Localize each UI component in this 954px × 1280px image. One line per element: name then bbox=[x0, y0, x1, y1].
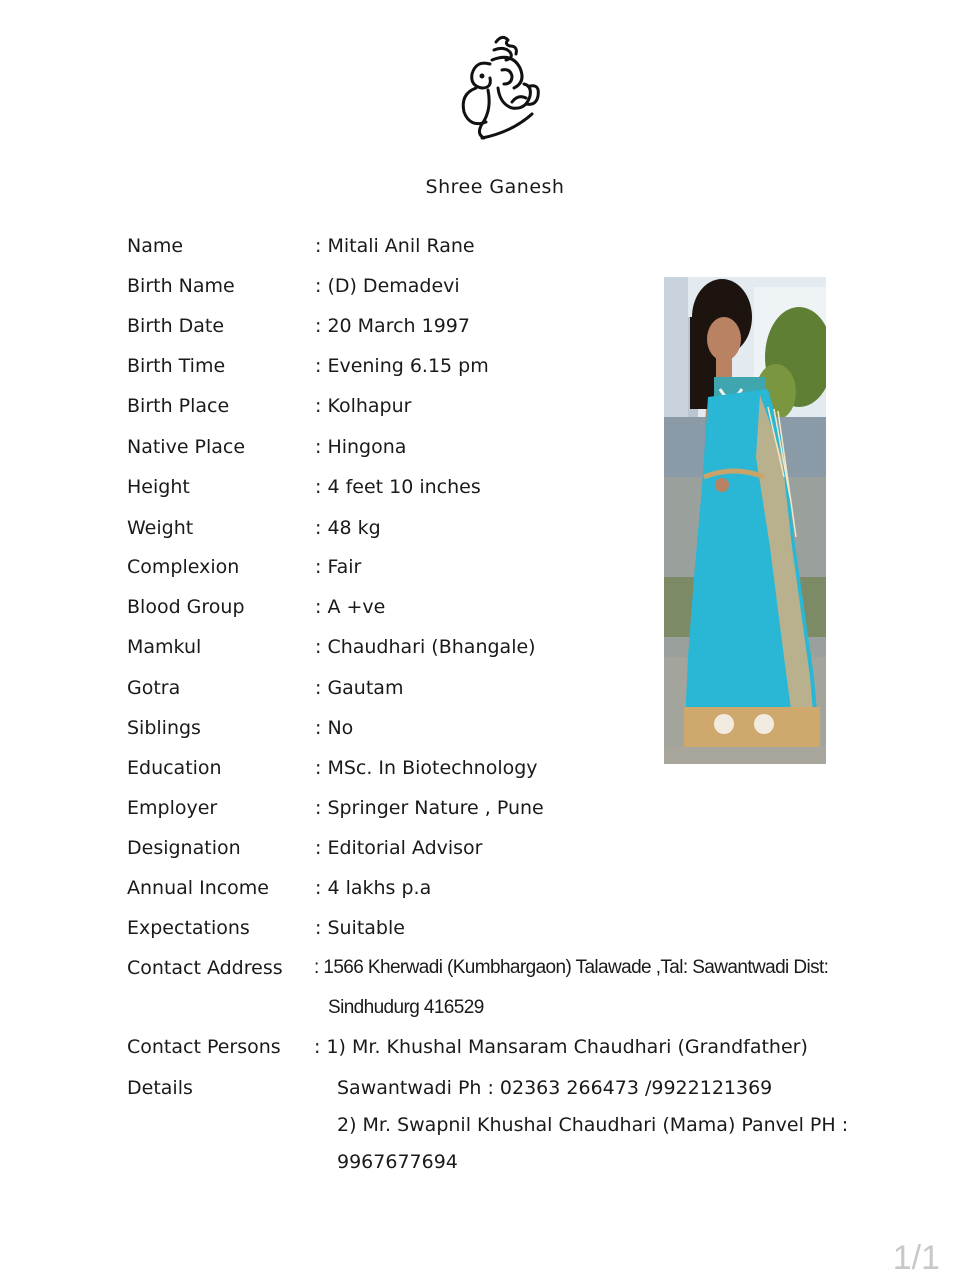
field-label: Blood Group bbox=[127, 596, 245, 618]
field-value: : A +ve bbox=[315, 596, 386, 618]
field-value: : Editorial Advisor bbox=[315, 837, 483, 859]
field-label: Expectations bbox=[127, 917, 250, 939]
contact-line-3: 2) Mr. Swapnil Khushal Chaudhari (Mama) Panvel PH : bbox=[337, 1114, 849, 1136]
field-value: : 48 kg bbox=[315, 517, 381, 539]
field-label: Contact Persons bbox=[127, 1036, 281, 1058]
field-value: : Kolhapur bbox=[315, 395, 412, 417]
contact-line-2: Sawantwadi Ph : 02363 266473 /9922121369 bbox=[337, 1077, 773, 1099]
field-label: Birth Place bbox=[127, 395, 230, 417]
field-value: : No bbox=[315, 717, 354, 739]
field-label: Name bbox=[127, 235, 184, 257]
field-label: Siblings bbox=[127, 717, 201, 739]
field-label: Birth Date bbox=[127, 315, 225, 337]
page-indicator: 1/1 bbox=[892, 1239, 940, 1277]
field-value: : (D) Demadevi bbox=[315, 275, 460, 297]
contact-line-4: 9967677694 bbox=[337, 1151, 458, 1173]
field-label: Birth Name bbox=[127, 275, 235, 297]
field-value: : Fair bbox=[315, 556, 362, 578]
field-label: Native Place bbox=[127, 436, 246, 458]
field-label: Contact Address bbox=[127, 957, 283, 979]
field-label: Height bbox=[127, 476, 190, 498]
field-value: : Hingona bbox=[315, 436, 407, 458]
field-label: Annual Income bbox=[127, 877, 269, 899]
field-label: Birth Time bbox=[127, 355, 226, 377]
page-title: Shree Ganesh bbox=[425, 176, 565, 198]
field-label: Designation bbox=[127, 837, 241, 859]
address-line-2: Sindhudurg 416529 bbox=[328, 997, 484, 1018]
field-label: Complexion bbox=[127, 556, 240, 578]
field-label: Education bbox=[127, 757, 222, 779]
field-label: Details bbox=[127, 1077, 193, 1099]
field-label: Gotra bbox=[127, 677, 181, 699]
field-label: Mamkul bbox=[127, 636, 202, 658]
field-label: Employer bbox=[127, 797, 218, 819]
field-value: : Suitable bbox=[315, 917, 405, 939]
address-line-1: : 1566 Kherwadi (Kumbhargaon) Talawade ,Tal: Sawantwadi Dist: bbox=[314, 957, 829, 978]
contact-line-1: : 1) Mr. Khushal Mansaram Chaudhari (Grandfather) bbox=[314, 1036, 808, 1058]
field-value: : Gautam bbox=[315, 677, 404, 699]
field-value: : 20 March 1997 bbox=[315, 315, 470, 337]
field-value: : Mitali Anil Rane bbox=[315, 235, 475, 257]
field-label: Weight bbox=[127, 517, 194, 539]
field-value: : MSc. In Biotechnology bbox=[315, 757, 538, 779]
ganesh-logo-icon bbox=[452, 30, 548, 142]
profile-photo bbox=[664, 277, 826, 764]
field-value: : 4 feet 10 inches bbox=[315, 476, 481, 498]
field-value: : Chaudhari (Bhangale) bbox=[315, 636, 536, 658]
field-value: : Springer Nature , Pune bbox=[315, 797, 544, 819]
field-value: : 4 lakhs p.a bbox=[315, 877, 432, 899]
field-value: : Evening 6.15 pm bbox=[315, 355, 489, 377]
